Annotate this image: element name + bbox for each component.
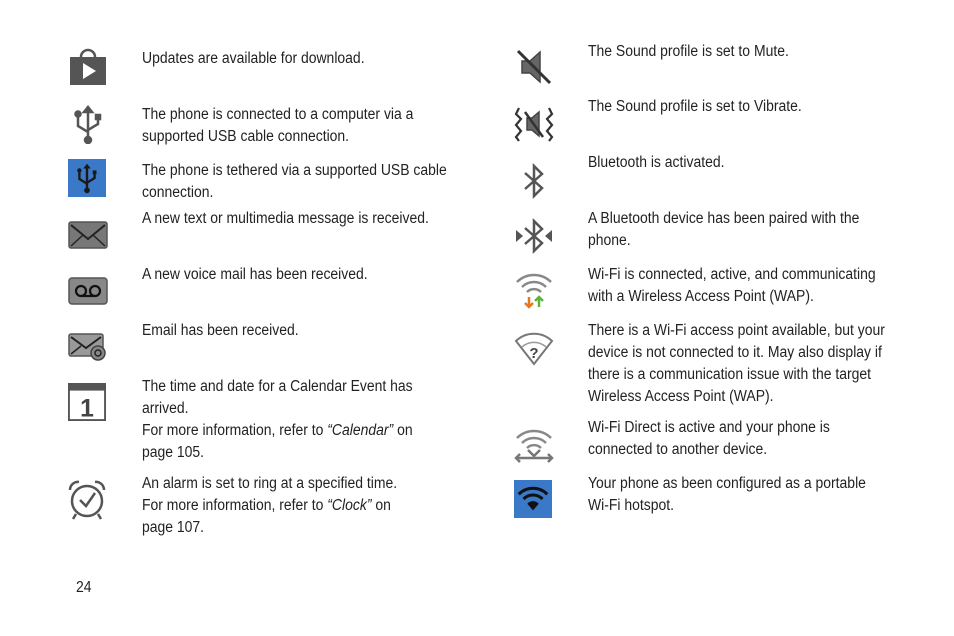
message-icon bbox=[68, 220, 108, 250]
text-usb-tethered: The phone is tethered via a supported USB cable connection. bbox=[142, 162, 447, 201]
text-calendar-event: The time and date for a Calendar Event has arrived. For more information, refer to “Calendar” on page 105. bbox=[142, 378, 413, 461]
svg-text:?: ? bbox=[529, 345, 539, 362]
text-wifi-hotspot: Your phone as been configured as a portable Wi-Fi hotspot. bbox=[588, 475, 866, 514]
sound-mute-icon bbox=[514, 47, 554, 87]
bluetooth-icon bbox=[514, 161, 554, 201]
bluetooth-paired-icon bbox=[514, 216, 554, 256]
text-bluetooth-activated: Bluetooth is activated. bbox=[588, 154, 725, 171]
sound-vibrate-icon bbox=[514, 104, 554, 144]
update-available-icon bbox=[68, 46, 108, 86]
text-voicemail-received: A new voice mail has been received. bbox=[142, 266, 368, 283]
text-wifi-available: There is a Wi-Fi access point available, but your device is not connected to it. May also display if there is a communication issue with the target Wireless Access Point (WAP). bbox=[588, 322, 885, 405]
text-sound-mute: The Sound profile is set to Mute. bbox=[588, 43, 789, 60]
text-wifi-direct: Wi-Fi Direct is active and your phone is connected to another device. bbox=[588, 419, 830, 458]
usb-icon bbox=[68, 104, 108, 144]
wifi-direct-icon bbox=[514, 428, 554, 468]
svg-text:1: 1 bbox=[80, 395, 94, 421]
calendar-icon bbox=[68, 383, 106, 421]
text-wifi-active: Wi-Fi is connected, active, and communicating with a Wireless Access Point (WAP). bbox=[588, 266, 876, 305]
text-bluetooth-paired: A Bluetooth device has been paired with the phone. bbox=[588, 210, 860, 249]
page-number: 24 bbox=[76, 579, 92, 596]
wifi-hotspot-icon bbox=[514, 480, 552, 518]
alarm-icon bbox=[67, 479, 107, 521]
text-email-received: Email has been received. bbox=[142, 322, 299, 339]
wifi-active-icon bbox=[514, 270, 554, 310]
voicemail-icon bbox=[68, 277, 108, 305]
wifi-available-icon bbox=[514, 330, 554, 370]
clock-link[interactable]: “Clock” bbox=[327, 497, 372, 514]
text-alarm: An alarm is set to ring at a specified time. For more information, refer to “Clock” on page 107. bbox=[142, 475, 398, 536]
email-icon bbox=[68, 333, 108, 361]
text-update-available: Updates are available for download. bbox=[142, 50, 365, 67]
text-sound-vibrate: The Sound profile is set to Vibrate. bbox=[588, 98, 802, 115]
usb-tethered-icon bbox=[68, 159, 106, 197]
text-message-received: A new text or multimedia message is received. bbox=[142, 210, 429, 227]
text-usb-connected: The phone is connected to a computer via a supported USB cable connection. bbox=[142, 106, 414, 145]
calendar-link[interactable]: “Calendar” bbox=[327, 422, 394, 439]
